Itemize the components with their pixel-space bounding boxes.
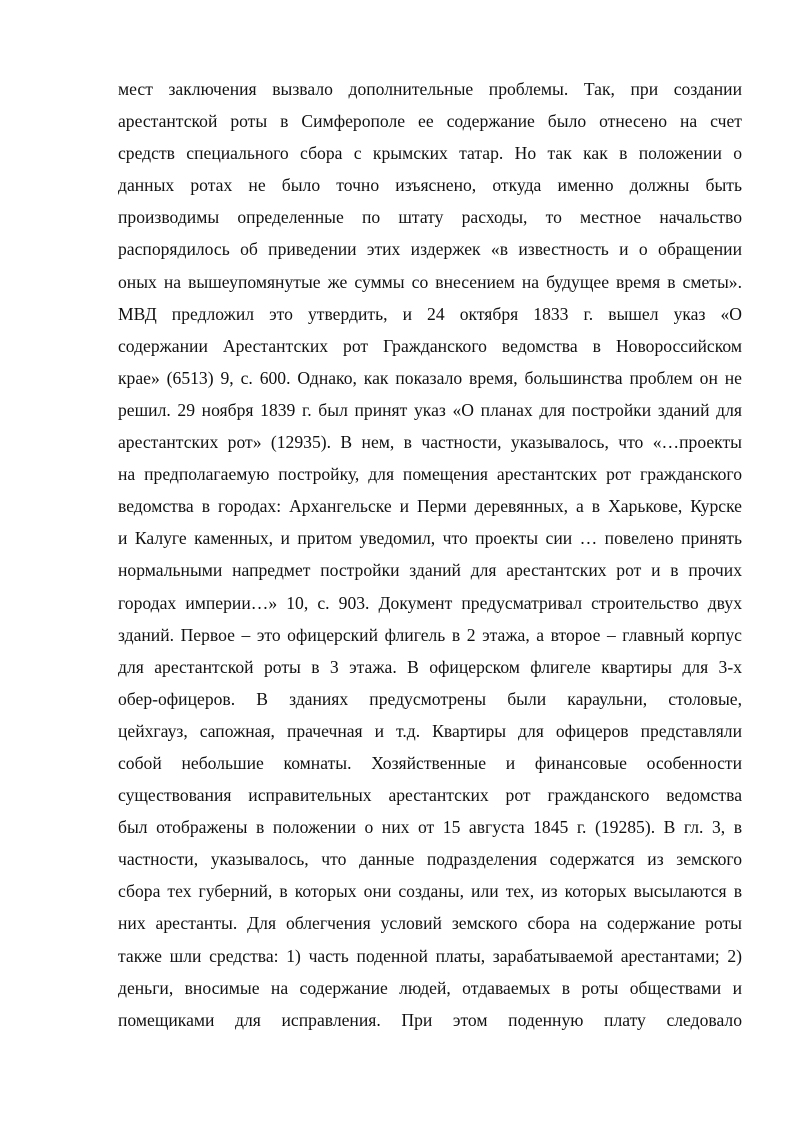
- text-line: деньги, вносимые на содержание людей, отдаваемых в роты обществами и: [118, 977, 742, 998]
- text-line: также шли средства: 1) часть поденной платы, зарабатываемой арестантами; 2): [118, 945, 742, 966]
- text-line: них арестанты. Для облегчения условий земского сбора на содержание роты: [118, 913, 742, 934]
- text-line: сбора тех губерний, в которых они созданы, или тех, из которых высылаются в: [118, 881, 742, 902]
- text-line: МВД предложил это утвердить, и 24 октября 1833 г. вышел указ «О: [118, 303, 742, 324]
- text-line: распорядилось об приведении этих издержек «в известность и о обращении: [118, 239, 742, 260]
- body-paragraph: [118, 73, 742, 1036]
- text-line: цейхгауз, сапожная, прачечная и т.д. Квартиры для офицеров представляли: [118, 720, 742, 741]
- text-line: арестантской роты в Симферополе ее содержание было отнесено на счет: [118, 111, 742, 132]
- text-line: производимы определенные по штату расходы, то местное начальство: [118, 207, 742, 228]
- text-line: мест заключения вызвало дополнительные проблемы. Так, при создании: [118, 79, 742, 99]
- text-line: был отображены в положении о них от 15 августа 1845 г. (19285). В гл. 3, в: [118, 817, 742, 838]
- text-line: содержании Арестантских рот Гражданского ведомства в Новороссийском: [118, 335, 742, 356]
- document-page: [118, 73, 742, 1036]
- text-line: существования исправительных арестантских рот гражданского ведомства: [118, 785, 742, 806]
- text-line: помещиками для исправления. При этом поденную плату следовало: [118, 1009, 742, 1030]
- text-line: городах империи…» 10, с. 903. Документ предусматривал строительство двух: [118, 592, 742, 613]
- text-line: данных ротах не было точно изъяснено, откуда именно должны быть: [118, 175, 742, 196]
- text-line: и Калуге каменных, и притом уведомил, что проекты сии … повелено принять: [118, 528, 742, 549]
- text-line: арестантских рот» (12935). В нем, в частности, указывалось, что «…проекты: [118, 432, 742, 453]
- text-line: зданий. Первое – это офицерский флигель в 2 этажа, а второе – главный корпус: [118, 624, 742, 645]
- text-line: обер-офицеров. В зданиях предусмотрены были караульни, столовые,: [118, 688, 742, 709]
- text-line: на предполагаемую постройку, для помещения арестантских рот гражданского: [118, 464, 742, 485]
- text-line: собой небольшие комнаты. Хозяйственные и финансовые особенности: [118, 752, 742, 773]
- text-line: средств специального сбора с крымских татар. Но так как в положении о: [118, 143, 742, 164]
- text-line: крае» (6513) 9, с. 600. Однако, как показало время, большинства проблем он не: [118, 367, 742, 388]
- text-line: частности, указывалось, что данные подразделения содержатся из земского: [118, 849, 742, 870]
- text-line: нормальными напредмет постройки зданий для арестантских рот и в прочих: [118, 560, 742, 581]
- text-line: для арестантской роты в 3 этажа. В офицерском флигеле квартиры для 3-х: [118, 656, 742, 677]
- text-line: оных на вышеупомянутые же суммы со внесением на будущее время в сметы».: [118, 271, 742, 292]
- text-line: решил. 29 ноября 1839 г. был принят указ «О планах для постройки зданий для: [118, 399, 742, 420]
- text-line: ведомства в городах: Архангельске и Перми деревянных, а в Харькове, Курске: [118, 496, 742, 517]
